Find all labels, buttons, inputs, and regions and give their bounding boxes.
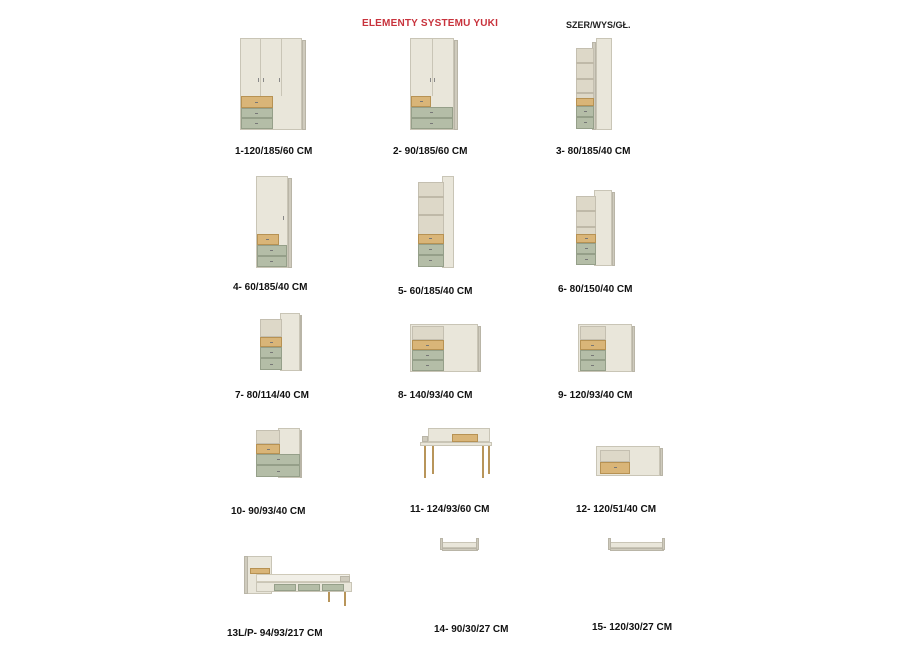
item-12-tv-cabinet [596, 446, 662, 476]
item-15-wall-shelf-long [608, 538, 668, 552]
item-7-caption: 7- 80/114/40 CM [235, 390, 309, 401]
catalog-title: ELEMENTY SYSTEMU YUKI [362, 18, 499, 29]
item-12-caption: 12- 120/51/40 CM [576, 504, 657, 515]
item-13-bed [244, 556, 354, 606]
item-5-bookcase [416, 176, 456, 268]
item-1-wardrobe-3-door [240, 38, 305, 130]
item-6-caption: 6- 80/150/40 CM [558, 284, 633, 295]
item-4-wardrobe-1-door [256, 176, 292, 268]
item-6-medium-bookcase [576, 190, 614, 266]
item-2-wardrobe-2-door [410, 38, 458, 130]
item-14-wall-shelf-short [440, 538, 480, 552]
item-10-caption: 10- 90/93/40 CM [231, 506, 306, 517]
item-8-wide-chest [410, 324, 480, 372]
item-13-caption: 13L/P- 94/93/217 CM [227, 628, 323, 639]
item-9-medium-chest [578, 324, 634, 372]
item-15-caption: 15- 120/30/27 CM [592, 622, 673, 633]
dimensions-label: SZER/WYS/GŁ. [566, 20, 631, 30]
item-7-small-cabinet [260, 313, 302, 371]
item-1-caption: 1-120/185/60 CM [235, 146, 313, 157]
item-3-tall-bookcase [576, 38, 614, 130]
item-9-caption: 9- 120/93/40 CM [558, 390, 633, 401]
item-11-caption: 11- 124/93/60 CM [410, 504, 490, 515]
item-5-caption: 5- 60/185/40 CM [398, 286, 473, 297]
item-14-caption: 14- 90/30/27 CM [434, 624, 509, 635]
item-8-caption: 8- 140/93/40 CM [398, 390, 473, 401]
item-4-caption: 4- 60/185/40 CM [233, 282, 308, 293]
item-3-caption: 3- 80/185/40 CM [556, 146, 631, 157]
item-10-chest [256, 428, 302, 478]
item-11-desk [420, 428, 496, 480]
item-2-caption: 2- 90/185/60 CM [393, 146, 468, 157]
